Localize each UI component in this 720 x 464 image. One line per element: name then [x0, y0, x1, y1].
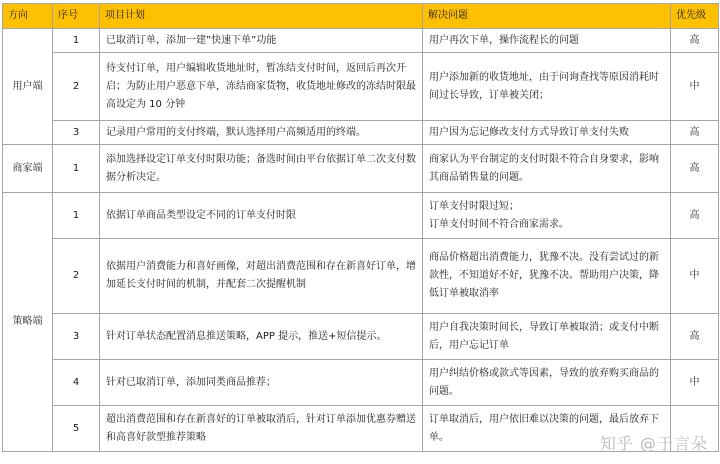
- table-row: [3, 360, 719, 406]
- solution-cell: 用户自我决策时间长，导致订单被取消；或支付中断后，用户忘记订单: [423, 314, 671, 360]
- table-row: [3, 239, 719, 314]
- priority-cell: 高: [671, 121, 719, 145]
- solution-cell: 用户再次下单，操作流程长的问题: [423, 29, 671, 53]
- header-number: 序号: [53, 4, 100, 29]
- header-solution: 解决问题: [423, 4, 671, 29]
- direction-user: 用户端: [3, 29, 53, 145]
- priority-cell: 高: [671, 29, 719, 53]
- row-number: 4: [53, 360, 100, 406]
- row-number: 2: [53, 239, 100, 314]
- table-row: [3, 145, 719, 193]
- header-priority: 优先级: [671, 4, 719, 29]
- priority-cell: 中: [671, 360, 719, 406]
- solution-cell: 商品价格超出消费能力，犹豫不决。没有尝试过的新款性，不知道好不好，犹豫不决。帮助用户决策，降低订单被取消率: [423, 239, 671, 314]
- row-number: 1: [53, 193, 100, 239]
- plan-cell: 已取消订单，添加一建”快速下单”功能: [100, 29, 423, 53]
- table-row: [3, 193, 719, 239]
- priority-cell: 高: [671, 314, 719, 360]
- solution-cell: 订单支付时限过短； 订单支付时间不符合商家需求。: [423, 193, 671, 239]
- table-row: [3, 53, 719, 121]
- row-number: 5: [53, 406, 100, 452]
- table-row: [3, 29, 719, 53]
- solution-cell: 用户因为忘记修改支付方式导致订单支付失败: [423, 121, 671, 145]
- header-direction: 方向: [3, 4, 53, 29]
- direction-merchant: 商家端: [3, 145, 53, 193]
- plan-cell: 依据用户消费能力和喜好画像，对超出消费范围和存在新喜好订单，增加延长支付时间的机制，并配套二次提醒机制: [100, 239, 423, 314]
- plan-cell: 针对订单状态配置消息推送策略，APP 提示，推送+短信提示。: [100, 314, 423, 360]
- priority-cell: 高: [671, 193, 719, 239]
- priority-cell: 中: [671, 53, 719, 121]
- header-row: [3, 4, 719, 29]
- priority-cell: 中: [671, 239, 719, 314]
- row-number: 3: [53, 121, 100, 145]
- project-plan-table: [2, 3, 719, 452]
- priority-cell: 高: [671, 145, 719, 193]
- table-row: [3, 314, 719, 360]
- row-number: 2: [53, 53, 100, 121]
- plan-cell: 依据订单商品类型设定不同的订单支付时限: [100, 193, 423, 239]
- plan-cell: 针对已取消订单，添加同类商品推荐；: [100, 360, 423, 406]
- header-plan: 项目计划: [100, 4, 423, 29]
- row-number: 3: [53, 314, 100, 360]
- row-number: 1: [53, 29, 100, 53]
- table-row: [3, 121, 719, 145]
- solution-cell: 订单取消后，用户依旧难以决策的问题，最后放弃下单。: [423, 406, 671, 452]
- plan-cell: 记录用户常用的支付终端，默认选择用户高频适用的终端。: [100, 121, 423, 145]
- plan-cell: 添加选择设定订单支付时限功能；备选时间由平台依据订单二次支付数据分析决定。: [100, 145, 423, 193]
- plan-cell: 超出消费范围和存在新喜好的订单被取消后，针对订单添加优惠券赠送和高喜好款型推荐策略: [100, 406, 423, 452]
- direction-strategy: 策略端: [3, 193, 53, 452]
- solution-cell: 用户添加新的收货地址，由于问询查找等原因消耗时间过长导致，订单被关闭；: [423, 53, 671, 121]
- row-number: 1: [53, 145, 100, 193]
- plan-cell: 待支付订单，用户编辑收货地址时，暂冻结支付时间，返回后再次开启；为防止用户恶意下单，冻结商家货物，收货地址修改的冻结时限最高设定为 10 分钟: [100, 53, 423, 121]
- solution-cell: 商家认为平台制定的支付时限不符合自身要求，影响其商品销售量的问题。: [423, 145, 671, 193]
- watermark: 知乎 @于言朵: [599, 434, 708, 453]
- solution-cell: 用户纠结价格或款式等因素，导致的放弃购买商品的问题。: [423, 360, 671, 406]
